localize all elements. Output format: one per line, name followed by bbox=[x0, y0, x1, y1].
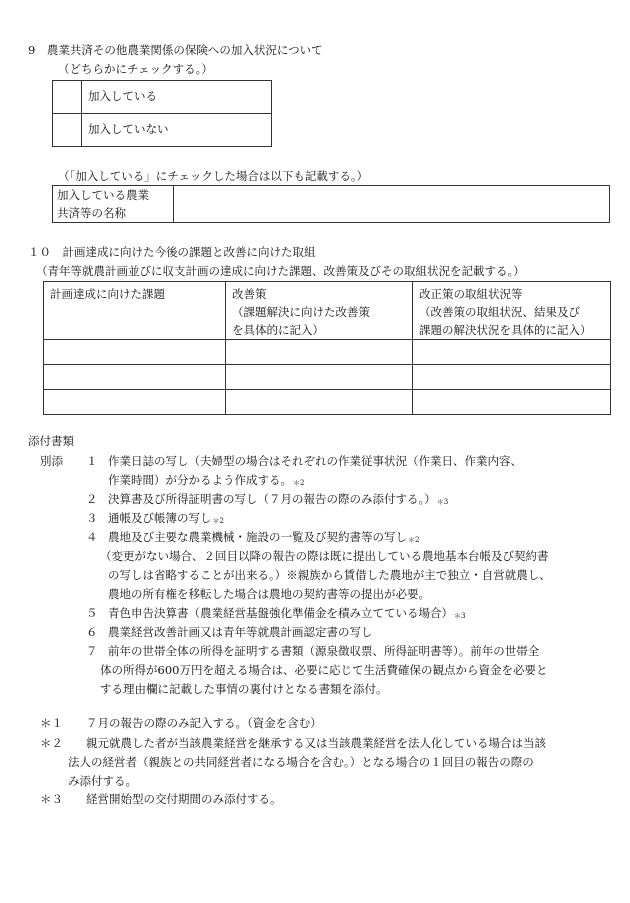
attachment-3-mark: ＊2 bbox=[212, 517, 224, 525]
checkbox-not-enrolled[interactable] bbox=[53, 114, 82, 147]
attachment-4-line1 bbox=[108, 531, 419, 545]
attachment-1-line2-text: 作業時間）が分かるよう作成する。 bbox=[108, 473, 292, 487]
table-cell[interactable] bbox=[226, 390, 413, 415]
footnote-2-line3: み添付する。 bbox=[68, 774, 137, 788]
insurance-name-label-line1: 加入している農業 bbox=[57, 188, 149, 202]
table-cell[interactable] bbox=[413, 340, 611, 365]
option-not-enrolled-label: 加入していない bbox=[82, 114, 272, 147]
footnote-3-mark: ＊３ bbox=[40, 792, 63, 806]
section-10-heading: １０ 計画達成に向けた今後の課題と改善に向けた取組 bbox=[28, 245, 316, 259]
attachment-6-line1: 農業経営改善計画又は青年等就農計画認定書の写し bbox=[108, 625, 373, 639]
attachment-2-text: 決算書及び所得証明書の写し（７月の報告の際のみ添付する。） bbox=[108, 492, 436, 506]
section-9-note: （どちらかにチェックする。） bbox=[58, 62, 213, 76]
attachment-2-mark: ＊3 bbox=[436, 498, 449, 506]
attachment-7-number: ７ bbox=[86, 644, 98, 658]
attachment-1-mark: ＊2 bbox=[293, 479, 305, 487]
footnote-3-line1: 経営開始型の交付期間のみ添付する。 bbox=[86, 792, 282, 806]
section-9-followup-note: （「加入している」にチェックした場合は以下も記載する。） bbox=[58, 169, 369, 183]
attachment-1-number: １ bbox=[86, 454, 98, 468]
attachment-7-line2: 体の所得が600万円を超える場合は、必要に応じて生活費確保の観点から資金を必要と bbox=[100, 663, 548, 677]
table-cell[interactable] bbox=[44, 365, 226, 390]
insurance-name-label-line2: 共済等の名称 bbox=[57, 206, 126, 220]
column-header-issues-line1: 計画達成に向けた課題 bbox=[50, 287, 165, 301]
table-row bbox=[44, 365, 611, 390]
insurance-name-label bbox=[53, 186, 174, 223]
table-cell[interactable] bbox=[44, 340, 226, 365]
attachment-2-number: ２ bbox=[86, 492, 98, 506]
attachments-prefix: 別添 bbox=[40, 454, 63, 468]
attachment-4-number: ４ bbox=[86, 530, 98, 544]
attachment-4-line4: 農地の所有権を移転した場合は農地の契約書等の提出が必要。 bbox=[108, 587, 430, 601]
footnote-2-mark: ＊２ bbox=[40, 736, 63, 750]
attachment-4-text: 農地及び主要な農業機械・施設の一覧及び契約書等の写し bbox=[108, 530, 407, 544]
section-10-note: （青年等就農計画並びに収支計画の達成に向けた課題、改善策及びその取組状況を記載する。） bbox=[36, 264, 525, 278]
attachment-7-line1: 前年の世帯全体の所得を証明する書類（源泉徴収票、所得証明書等）。前年の世帯全 bbox=[108, 644, 540, 658]
attachment-4-mark: ＊2 bbox=[408, 536, 420, 544]
column-header-status-line1: 改正策の取組状況等 bbox=[419, 287, 523, 301]
attachment-3-text: 通帳及び帳簿の写し bbox=[108, 511, 212, 525]
column-header-measures-line2: （課題解決に向けた改善策 bbox=[232, 305, 370, 319]
table-cell[interactable] bbox=[44, 390, 226, 415]
attachment-3-number: ３ bbox=[86, 511, 98, 525]
attachment-4-line3: の写しは省略することが出来る。）※親族から賃借した農地が主で独立・自営就農し、 bbox=[108, 568, 551, 582]
attachment-6-number: ６ bbox=[86, 625, 98, 639]
table-row bbox=[44, 390, 611, 415]
option-enrolled-label: 加入している bbox=[82, 81, 272, 114]
table-cell[interactable] bbox=[413, 390, 611, 415]
column-header-status-line3: 課題の解決状況を具体的に記入） bbox=[419, 323, 592, 337]
column-header-status bbox=[413, 282, 611, 340]
attachment-1-line1: 作業日誌の写し（夫婦型の場合はそれぞれの作業従事状況（作業日、作業内容、 bbox=[108, 454, 522, 468]
table-cell[interactable] bbox=[413, 365, 611, 390]
attachment-3-line1 bbox=[108, 512, 224, 526]
section-9-heading: 9 農業共済その他農業関係の保険への加入状況について bbox=[28, 43, 323, 57]
column-header-issues bbox=[44, 282, 226, 340]
attachment-1-line2 bbox=[108, 474, 304, 488]
column-header-measures-line3: を具体的に記入） bbox=[232, 323, 324, 337]
attachment-5-mark: ＊3 bbox=[454, 612, 466, 620]
table-cell[interactable] bbox=[226, 340, 413, 365]
attachment-5-text: 青色申告決算書（農業経営基盤強化準備金を積み立てている場合） bbox=[108, 606, 453, 620]
plan-issues-table bbox=[43, 281, 611, 415]
footnote-2-line2: 法人の経営者（親族との共同経営者になる場合を含む。）となる場合の１回目の報告の際の bbox=[68, 755, 534, 769]
footnote-1-line1: ７月の報告の際のみ記入する。（資金を含む） bbox=[86, 716, 322, 730]
table-row bbox=[44, 340, 611, 365]
footnote-1-mark: ＊１ bbox=[40, 716, 63, 730]
column-header-measures-line1: 改善策 bbox=[232, 287, 267, 301]
attachments-heading: 添付書類 bbox=[28, 434, 74, 448]
table-cell[interactable] bbox=[226, 365, 413, 390]
column-header-measures bbox=[226, 282, 413, 340]
insurance-name-field[interactable] bbox=[174, 186, 610, 223]
footnote-2-line1: 親元就農した者が当該農業経営を継承する又は当該農業経営を法人化している場合は当該 bbox=[86, 736, 546, 750]
attachment-5-line1 bbox=[108, 607, 465, 621]
insurance-name-table bbox=[52, 185, 610, 223]
checkbox-enrolled[interactable] bbox=[53, 81, 82, 114]
column-header-status-line2: （改善策の取組状況、結果及び bbox=[419, 305, 580, 319]
attachment-5-number: ５ bbox=[86, 606, 98, 620]
attachment-7-line3: する理由欄に記載した事情の裏付けとなる書類を添付。 bbox=[100, 682, 388, 696]
insurance-options-table bbox=[52, 80, 272, 147]
attachment-2-line1 bbox=[108, 493, 448, 507]
attachment-4-line2: （変更がない場合、２回目以降の報告の際は既に提出している農地基本台帳及び契約書 bbox=[100, 549, 549, 563]
